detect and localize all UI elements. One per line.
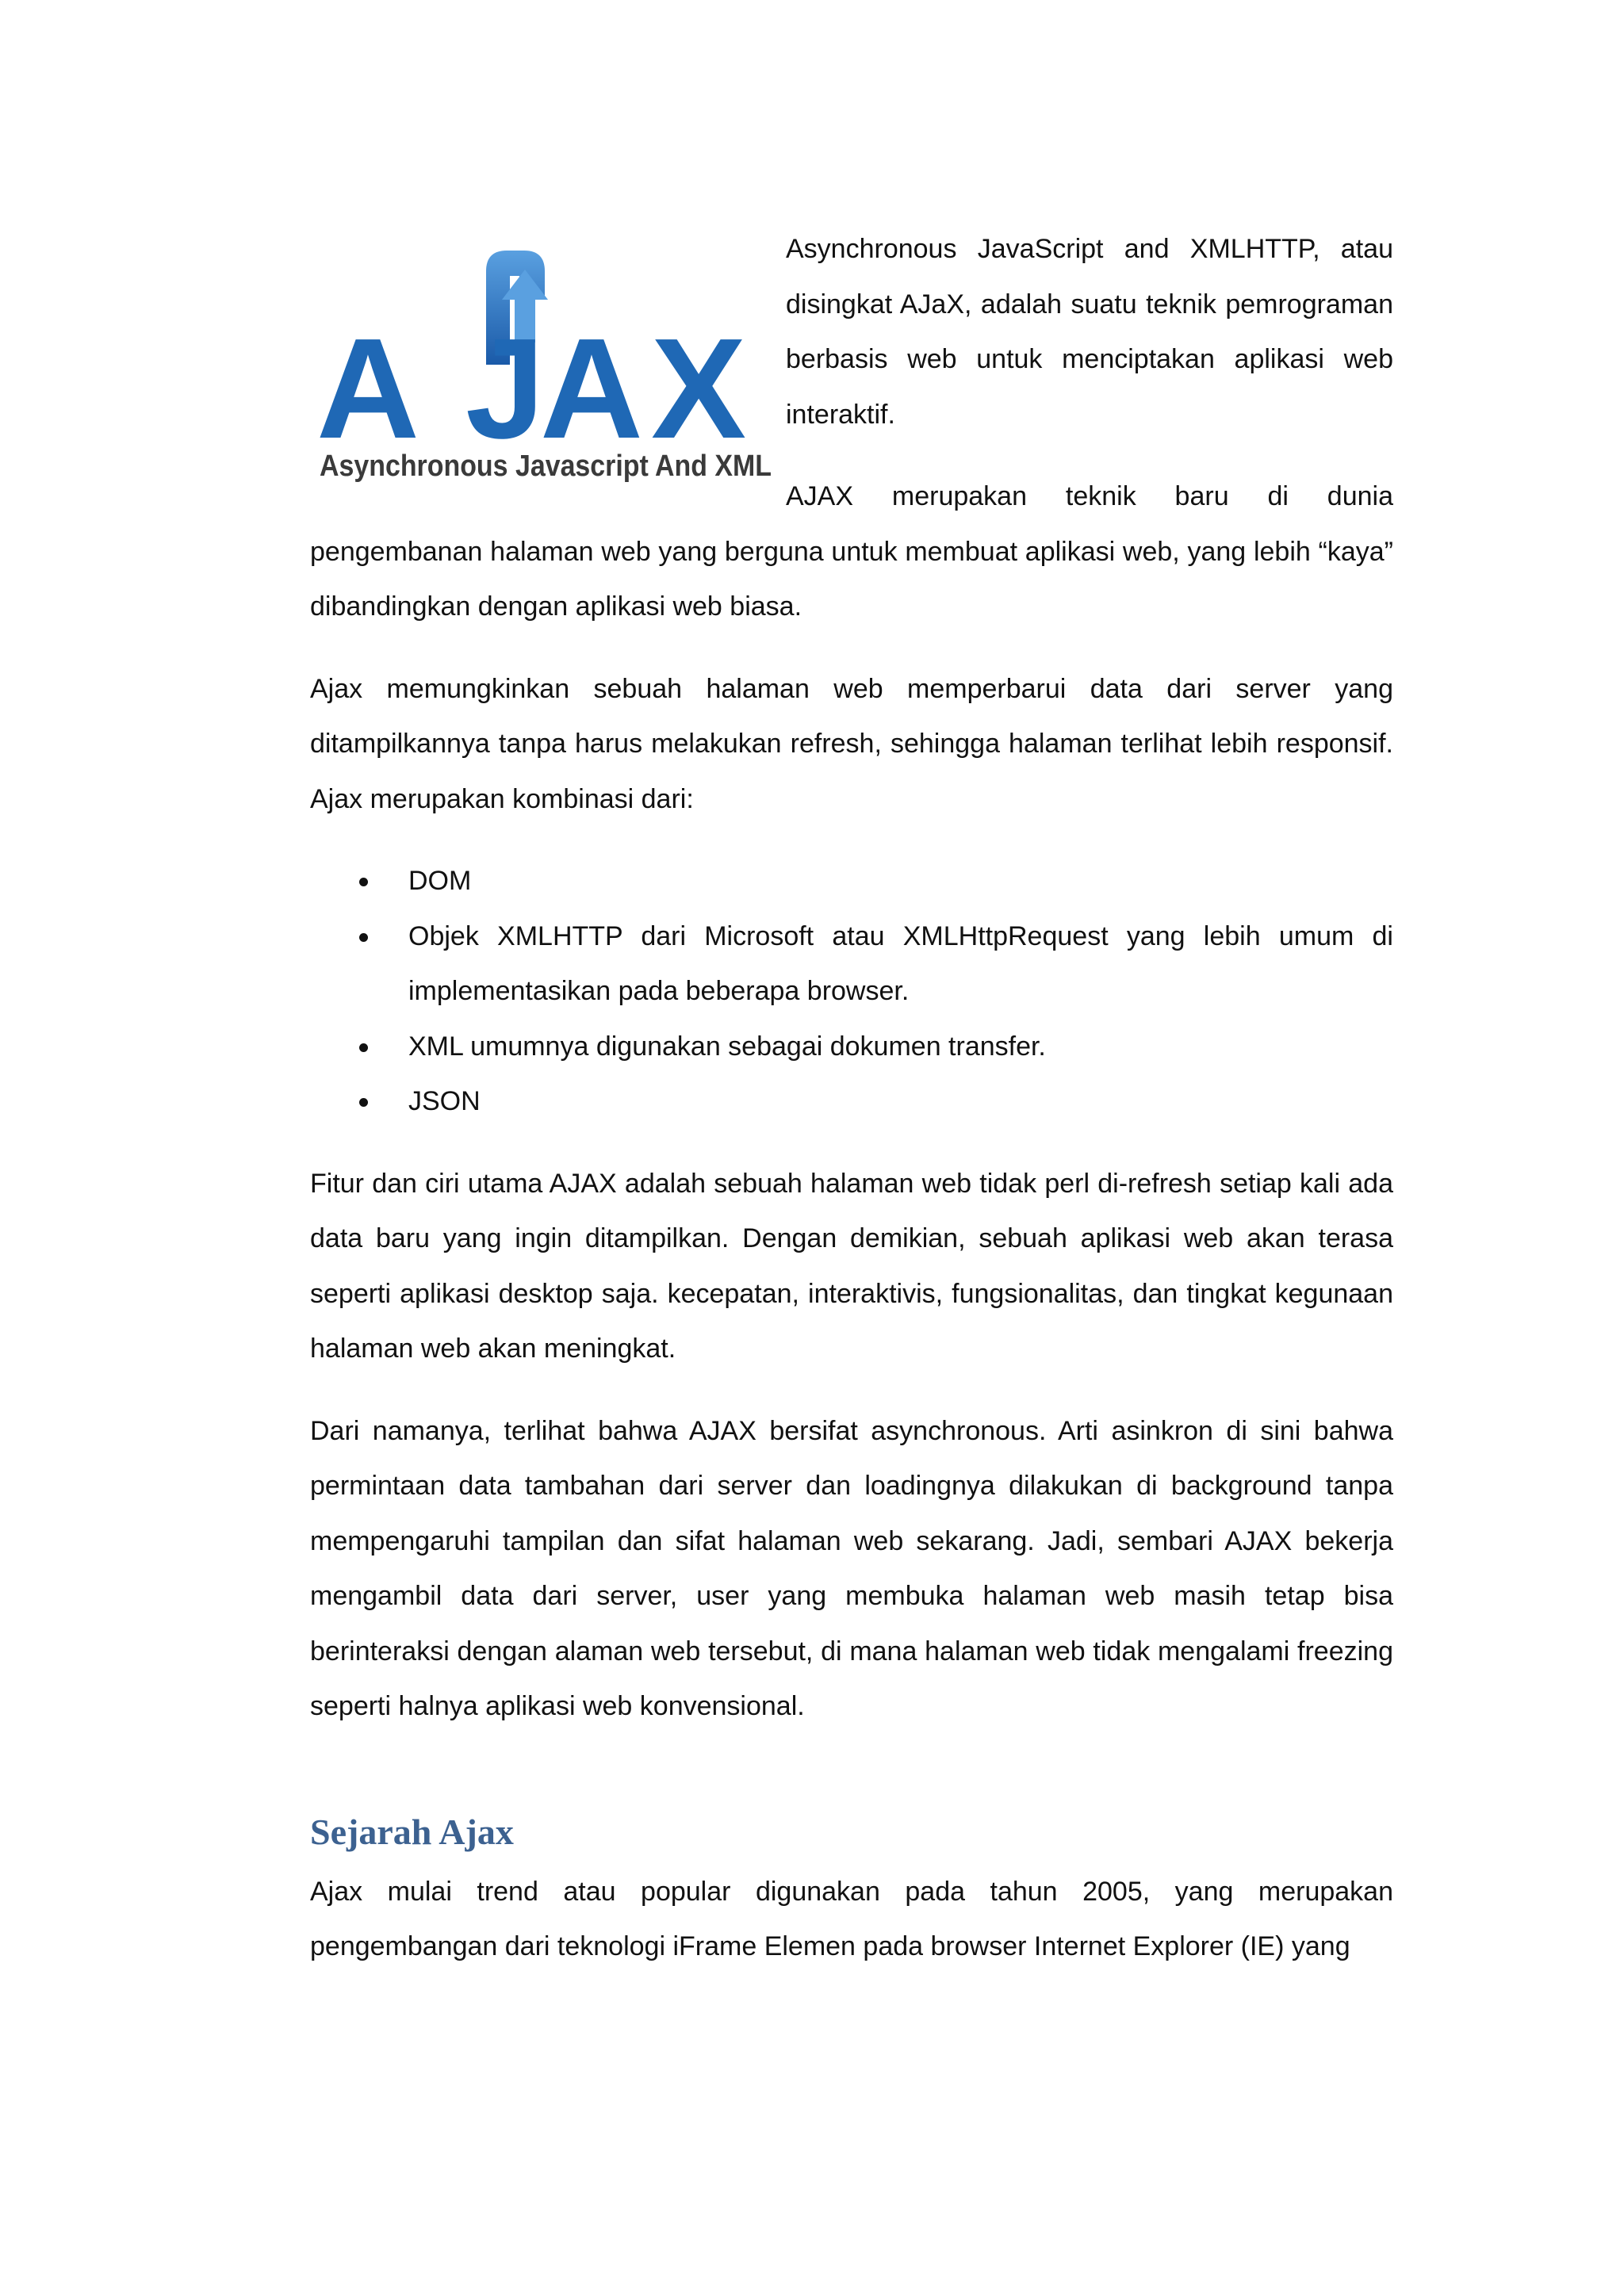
list-item (310, 909, 1393, 1020)
logo-letter-a1: A (316, 309, 419, 469)
intro-paragraph-2: AJAX merupakan teknik baru di dunia pengembanan halaman web yang berguna untuk membuat aplikasi web, yang lebih “kaya” dibandingkan dengan aplikasi web biasa. (310, 481, 1393, 622)
document-content (310, 222, 1393, 1975)
list-item (310, 1020, 1393, 1075)
bullet-icon (359, 1098, 368, 1107)
list-item-text: XML umumnya digunakan sebagai dokumen transfer. (408, 1031, 1046, 1062)
list-item-text: Objek XMLHTTP dari Microsoft atau XMLHttpRequest yang lebih umum di implementasikan pada beberapa browser. (408, 920, 1393, 1006)
list-item-text: DOM (408, 866, 472, 896)
list-item-text: JSON (408, 1086, 481, 1116)
ajax-logo (310, 224, 786, 497)
section-heading: Sejarah Ajax (310, 1811, 514, 1852)
logo-tagline: Asynchronous Javascript And XML (320, 450, 772, 483)
body-paragraph-5: Dari namanya, terlihat bahwa AJAX bersifat asynchronous. Arti asinkron di sini bahwa permintaan data tambahan dari server dan loadingnya dilakukan di background tanpa mempengaruhi tampilan dan sifat halaman web sekarang. Jadi, sembari AJAX bekerja mengambil data dari server, user yang membuka halaman web masih tetap bisa berinteraksi dengan alaman web tersebut, di mana halaman web tidak mengalami freezing seperti halnya aplikasi web konvensional. (310, 1415, 1393, 1721)
intro-paragraph-1: Asynchronous JavaScript and XMLHTTP, atau disingkat AJaX, adalah suatu teknik pemrograman berbasis web untuk menciptakan aplikasi web interaktif. (786, 234, 1393, 430)
bullet-icon (359, 1043, 368, 1052)
logo-letter-a2: A (540, 309, 643, 469)
list-item (310, 854, 1393, 909)
bullet-icon (359, 878, 368, 886)
list-item (310, 1074, 1393, 1130)
bullet-list (310, 854, 1393, 1130)
logo-letter-j: J (465, 309, 546, 469)
body-paragraph-4: Fitur dan ciri utama AJAX adalah sebuah halaman web tidak perl di-refresh setiap kali ada data baru yang ingin ditampilkan. Dengan demikian, sebuah aplikasi web akan terasa seperti aplikasi desktop saja. kecepatan, interaktivis, fungsionalitas, dan tingkat kegunaan halaman web akan meningkat. (310, 1168, 1393, 1364)
section-paragraph-6: Ajax mulai trend atau popular digunakan pada tahun 2005, yang merupakan pengembangan dari teknologi iFrame Elemen pada browser Internet Explorer (IE) yang (310, 1876, 1393, 1961)
intro-paragraph-3: Ajax memungkinkan sebuah halaman web memperbarui data dari server yang ditampilkannya tanpa harus melakukan refresh, sehingga halaman terlihat lebih responsif. Ajax merupakan kombinasi dari: (310, 673, 1393, 814)
bullet-icon (359, 933, 368, 942)
logo-letter-x: X (651, 309, 747, 469)
